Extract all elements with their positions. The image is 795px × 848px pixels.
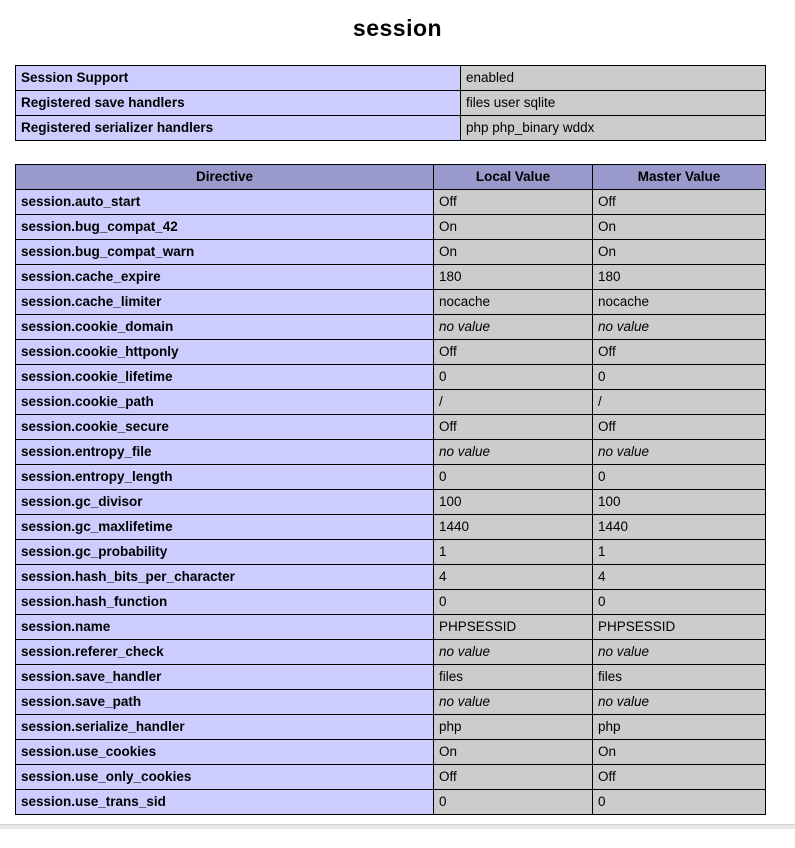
directive-name-cell: session.cache_expire [16, 265, 434, 290]
master-value-cell: On [593, 240, 766, 265]
table-row [16, 515, 766, 540]
summary-value-cell: enabled [461, 66, 766, 91]
master-value-cell: nocache [593, 290, 766, 315]
master-value-cell: 100 [593, 490, 766, 515]
directive-name-cell: session.cookie_lifetime [16, 365, 434, 390]
table-row [16, 665, 766, 690]
summary-table-body [16, 66, 766, 141]
local-value-cell: Off [434, 190, 593, 215]
local-value-cell: 100 [434, 490, 593, 515]
summary-value-cell: files user sqlite [461, 91, 766, 116]
local-value-cell: no value [434, 690, 593, 715]
directive-name-cell: session.cookie_httponly [16, 340, 434, 365]
master-value-cell: Off [593, 340, 766, 365]
master-value-cell: 1 [593, 540, 766, 565]
table-row [16, 390, 766, 415]
local-value-cell: 0 [434, 790, 593, 815]
summary-label-cell: Session Support [16, 66, 461, 91]
directive-name-cell: session.use_trans_sid [16, 790, 434, 815]
table-row [16, 116, 766, 141]
master-value-cell: php [593, 715, 766, 740]
directive-name-cell: session.use_cookies [16, 740, 434, 765]
table-row [16, 615, 766, 640]
table-row [16, 240, 766, 265]
table-row [16, 640, 766, 665]
table-row [16, 265, 766, 290]
local-value-cell: 4 [434, 565, 593, 590]
tables-container [15, 65, 765, 815]
directive-name-cell: session.referer_check [16, 640, 434, 665]
master-value-cell: 0 [593, 365, 766, 390]
directive-name-cell: session.cache_limiter [16, 290, 434, 315]
summary-label-cell: Registered serializer handlers [16, 116, 461, 141]
master-value-cell: On [593, 215, 766, 240]
column-header-local-value: Local Value [434, 165, 593, 190]
local-value-cell: no value [434, 315, 593, 340]
table-row [16, 190, 766, 215]
master-value-cell: 180 [593, 265, 766, 290]
directive-name-cell: session.gc_probability [16, 540, 434, 565]
directive-name-cell: session.cookie_domain [16, 315, 434, 340]
local-value-cell: files [434, 665, 593, 690]
local-value-cell: nocache [434, 290, 593, 315]
table-row [16, 465, 766, 490]
session-directives-table [15, 164, 766, 815]
directive-name-cell: session.bug_compat_42 [16, 215, 434, 240]
directives-header-row [16, 165, 766, 190]
table-row [16, 290, 766, 315]
column-header-master-value: Master Value [593, 165, 766, 190]
local-value-cell: php [434, 715, 593, 740]
master-value-cell: Off [593, 190, 766, 215]
master-value-cell: 4 [593, 565, 766, 590]
page-title: session [352, 15, 443, 41]
local-value-cell: PHPSESSID [434, 615, 593, 640]
master-value-cell: files [593, 665, 766, 690]
table-row [16, 315, 766, 340]
table-row [16, 765, 766, 790]
directive-name-cell: session.auto_start [16, 190, 434, 215]
table-row [16, 740, 766, 765]
local-value-cell: Off [434, 340, 593, 365]
table-row [16, 440, 766, 465]
directive-name-cell: session.entropy_file [16, 440, 434, 465]
master-value-cell: Off [593, 415, 766, 440]
directive-name-cell: session.cookie_secure [16, 415, 434, 440]
master-value-cell: no value [593, 440, 766, 465]
table-row [16, 340, 766, 365]
table-row [16, 790, 766, 815]
local-value-cell: On [434, 740, 593, 765]
local-value-cell: 0 [434, 365, 593, 390]
table-row [16, 215, 766, 240]
directive-name-cell: session.serialize_handler [16, 715, 434, 740]
directives-table-body [16, 190, 766, 815]
local-value-cell: / [434, 390, 593, 415]
master-value-cell: no value [593, 315, 766, 340]
local-value-cell: no value [434, 640, 593, 665]
directive-name-cell: session.hash_function [16, 590, 434, 615]
column-header-directive: Directive [16, 165, 434, 190]
table-row [16, 565, 766, 590]
table-row [16, 590, 766, 615]
master-value-cell: 1440 [593, 515, 766, 540]
directive-name-cell: session.save_path [16, 690, 434, 715]
page-bottom-divider [0, 824, 795, 829]
local-value-cell: 0 [434, 590, 593, 615]
local-value-cell: On [434, 215, 593, 240]
directive-name-cell: session.bug_compat_warn [16, 240, 434, 265]
master-value-cell: 0 [593, 465, 766, 490]
local-value-cell: 1440 [434, 515, 593, 540]
master-value-cell: 0 [593, 590, 766, 615]
master-value-cell: no value [593, 690, 766, 715]
table-row [16, 690, 766, 715]
directive-name-cell: session.name [16, 615, 434, 640]
table-row [16, 490, 766, 515]
master-value-cell: 0 [593, 790, 766, 815]
table-row [16, 91, 766, 116]
table-row [16, 540, 766, 565]
directive-name-cell: session.cookie_path [16, 390, 434, 415]
table-row [16, 415, 766, 440]
local-value-cell: Off [434, 765, 593, 790]
local-value-cell: Off [434, 415, 593, 440]
summary-label-cell: Registered save handlers [16, 91, 461, 116]
local-value-cell: no value [434, 440, 593, 465]
directive-name-cell: session.use_only_cookies [16, 765, 434, 790]
master-value-cell: Off [593, 765, 766, 790]
table-row [16, 66, 766, 91]
master-value-cell: PHPSESSID [593, 615, 766, 640]
directive-name-cell: session.save_handler [16, 665, 434, 690]
summary-value-cell: php php_binary wddx [461, 116, 766, 141]
directive-name-cell: session.gc_maxlifetime [16, 515, 434, 540]
table-row [16, 365, 766, 390]
directive-name-cell: session.hash_bits_per_character [16, 565, 434, 590]
master-value-cell: On [593, 740, 766, 765]
directive-name-cell: session.entropy_length [16, 465, 434, 490]
master-value-cell: no value [593, 640, 766, 665]
local-value-cell: 1 [434, 540, 593, 565]
directive-name-cell: session.gc_divisor [16, 490, 434, 515]
table-row [16, 715, 766, 740]
local-value-cell: 0 [434, 465, 593, 490]
local-value-cell: On [434, 240, 593, 265]
local-value-cell: 180 [434, 265, 593, 290]
session-summary-table [15, 65, 766, 141]
master-value-cell: / [593, 390, 766, 415]
